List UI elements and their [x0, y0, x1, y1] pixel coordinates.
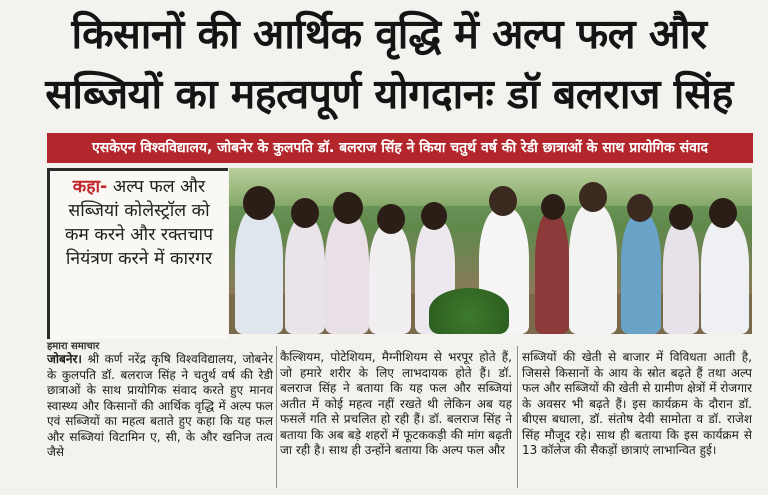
article-column-1: [47, 352, 273, 492]
article-column-2: कैल्शियम, पोटेशियम, मैग्नीशियम से भरपूर होते हैं, जो हमारे शरीर के लिए लाभदायक होते हैं। डॉ. बलराज सिंह ने बताया कि यह फल और सब्जियां अतीत में कोई महत्व नहीं रखते थी लेकिन अब यह फसलें गति से प्रचलित हो रही हैं। डॉ. बलराज सिंह ने बताया कि अब बड़े शहरों में फूटककड़ी की मांग बढ़ती जा रही है। साथ ही उन्होंने बताया कि अल्प फल और: [280, 350, 512, 457]
headline-line-1: किसानों की आर्थिक वृद्धि में अल्प फल और: [71, 10, 707, 58]
pullquote-label: कहा-: [72, 177, 108, 197]
pullquote-box: [47, 168, 228, 339]
pullquote-text: अल्प फल और सब्जियां कोलेस्ट्रॉल को कम करने और रक्तचाप नियंत्रण करने में कारगर: [64, 177, 214, 269]
subheadline-banner: एसकेएन विश्वविद्यालय, जोबनेर के कुलपति डॉ. बलराज सिंह ने किया चतुर्थ वर्ष की रेडी छात्राओं के साथ प्रायोगिक संवाद: [47, 133, 753, 163]
dateline: जोबनेर।: [47, 352, 82, 366]
pullquote: [58, 175, 220, 271]
news-photo: [229, 168, 752, 334]
column-divider: [517, 346, 518, 488]
column-1-text: श्री कर्ण नरेंद्र कृषि विश्वविद्यालय, जोबनेर के कुलपति डॉ. बलराज सिंह ने चतुर्थ वर्ष की रेडी छात्राओं के साथ प्रायोगिक संवाद करते हुए मानव स्वास्थ्य और किसानों की आर्थिक वृद्धि में अल्प फल एवं सब्जियों का महत्व बताते हुए कहा कि यह फल और सब्जियां विटामिन ए, सी, के और खनिज तत्व जैसे: [47, 352, 273, 459]
column-divider: [276, 346, 277, 488]
article-column-3: सब्जियों की खेती से बाजार में विविधता आती है, जिससे किसानों के आय के स्रोत बढ़ते हैं तथा अल्प फल और सब्जियों की खेती से ग्रामीण क्षेत्रों में रोजगार के अवसर भी बढ़ते हैं। इस कार्यक्रम के दौरान डॉ. बीएस बधाला, डॉ. संतोष देवी सामोता व डॉ. राजेश सिंह मौजूद रहे। साथ ही बताया कि इस कार्यक्रम से 13 कॉलेज की सैकड़ों छात्राएं लाभान्वित हुई।: [522, 350, 752, 457]
headline-line-2: सब्जियों का महत्वपूर्ण योगदानः डॉ बलराज सिंह: [45, 70, 733, 118]
byline: हमारा समाचार: [47, 341, 100, 352]
